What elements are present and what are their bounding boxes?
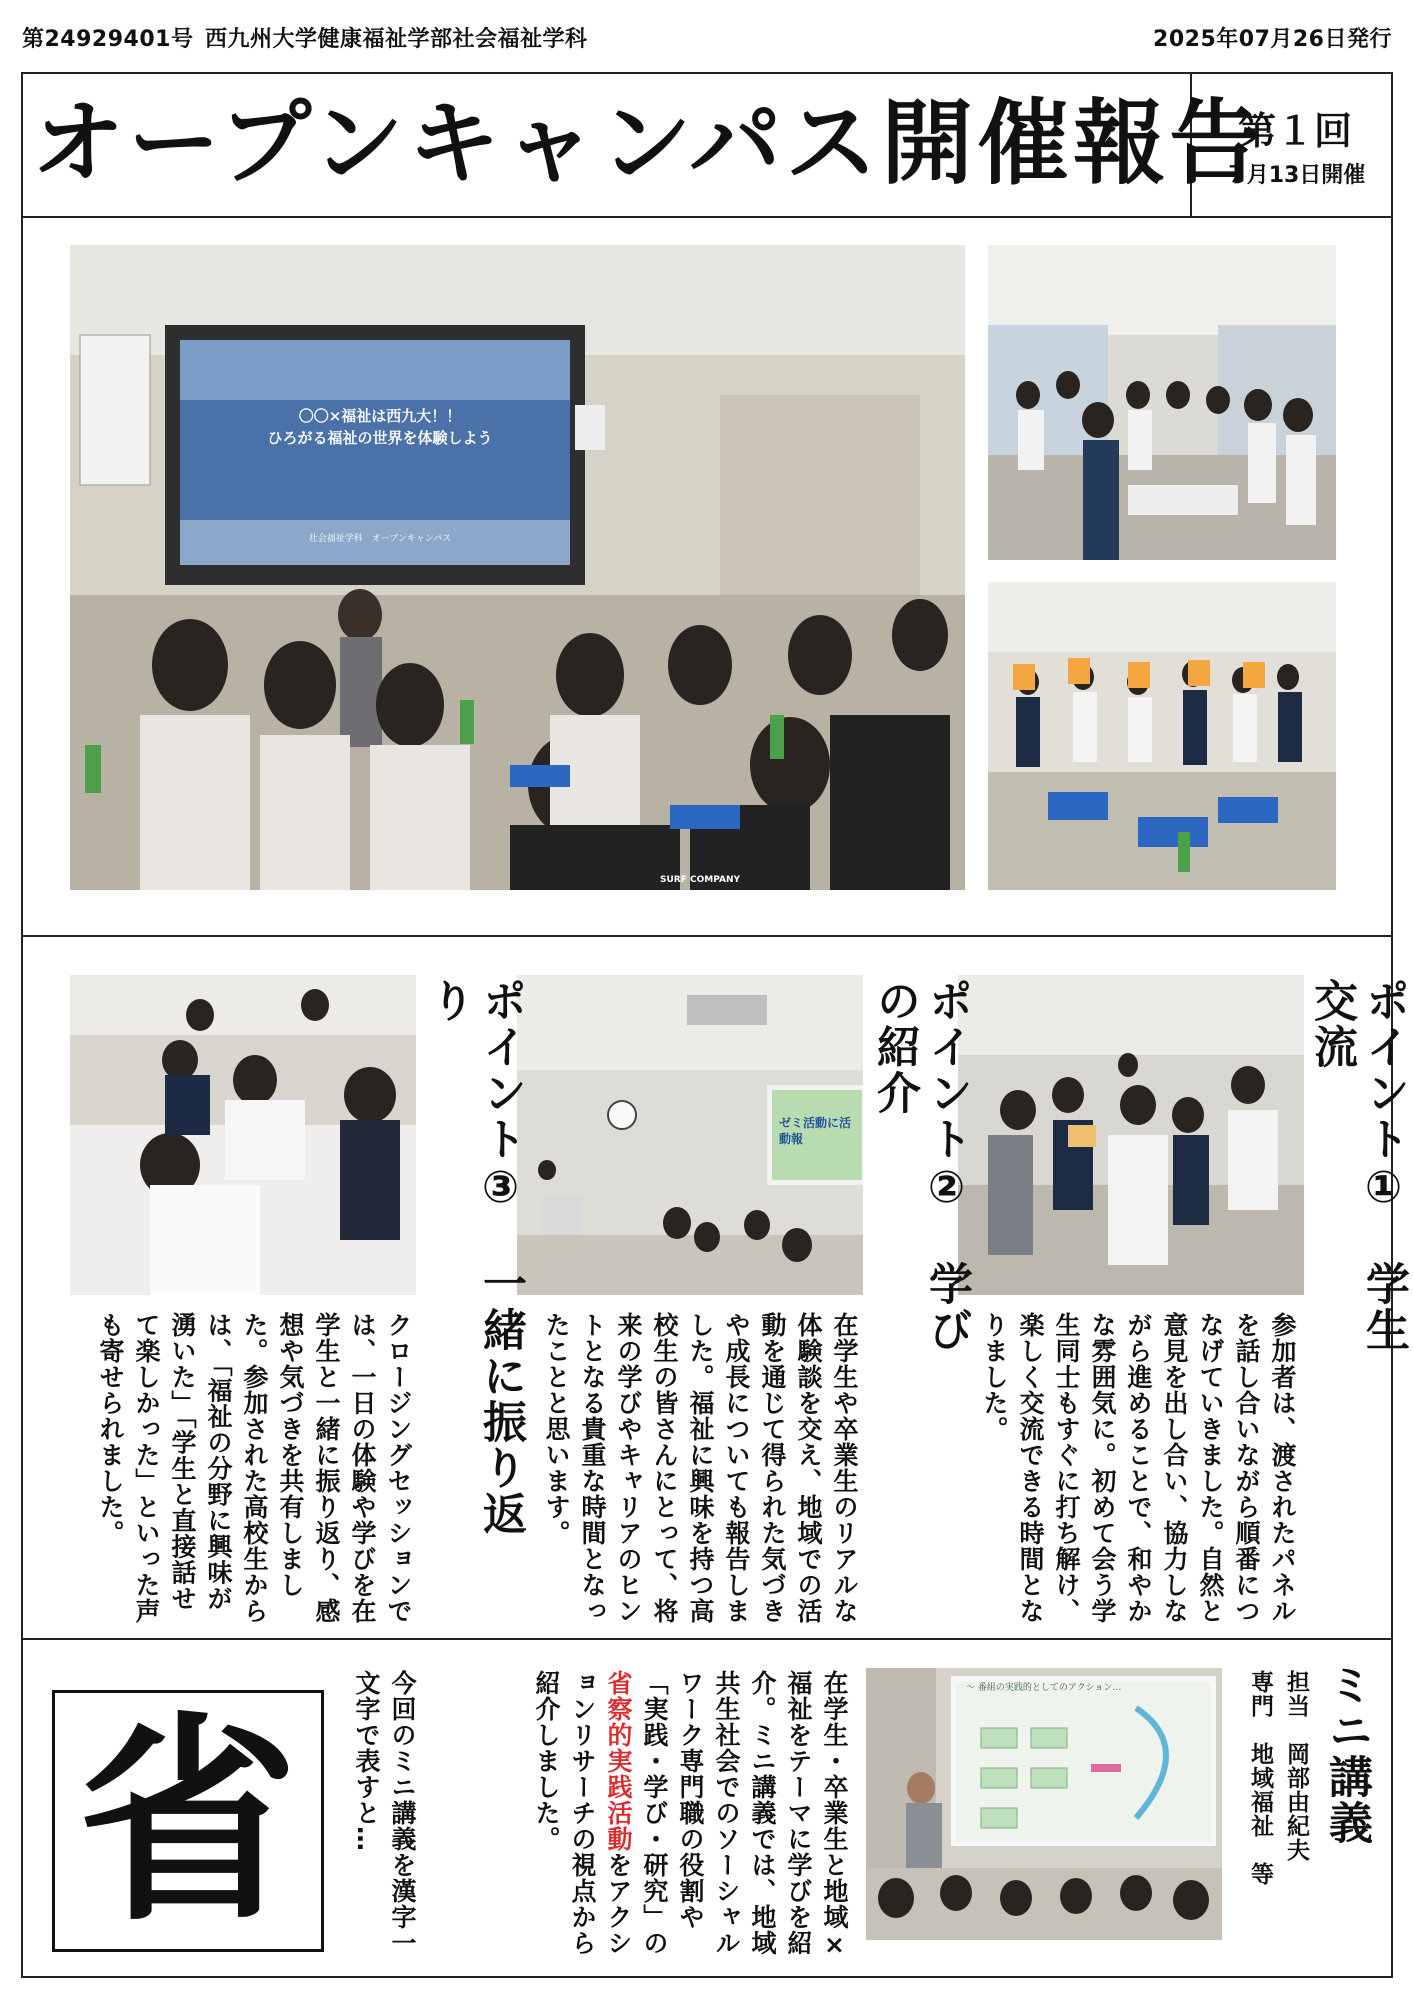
kanji-caption: 今回のミニ講義を漢字一文字で表すと… <box>352 1670 417 1956</box>
divider-points <box>21 1638 1393 1640</box>
point2-slide-text: ゼミ活動に活動報 <box>779 1116 852 1146</box>
point2-body: 在学生や卒業生のリアルな体験談を交え、地域での活動を通じて得られた気づきや成長についても報告しました。福祉に興味を持つ高校生の皆さんにとって、将来の学びやキャリアのヒントとなる貴重な時間となったことと思います。 <box>542 1312 859 1624</box>
slide-line-3: 社会福祉学科 オープンキャンパス <box>308 534 452 544</box>
mini-lecture-body <box>440 1670 852 1970</box>
divider-photos <box>21 935 1393 937</box>
point3-heading: ポイント③ 一緒に振り返り <box>423 978 526 1537</box>
mini-lecture-photo <box>866 1668 1222 1940</box>
instructor-line-1: 担当 岡部由紀夫 <box>1283 1670 1309 1862</box>
point1-exchange-photo <box>958 975 1304 1295</box>
panel-activity-photo <box>988 582 1336 890</box>
kanji-character: 省 <box>77 1691 298 1950</box>
department-name: 西九州大学健康福祉学部社会福祉学科 <box>205 27 588 52</box>
main-lecture-photo <box>70 245 965 890</box>
held-date: ７月13日開催 <box>1224 163 1366 188</box>
point3-reflection-photo <box>70 975 416 1295</box>
point1-heading: ポイント① 学生交流 <box>1306 978 1409 1353</box>
mini-lecture-body-part1: 在学生・卒業生と地域×福祉をテーマに学びを紹介。ミニ講義では、地域共生社会でのソーシャルワーク専門職の役割や「実践・学び・研究」の <box>640 1670 849 1960</box>
point1-body: 参加者は、渡されたパネルを話し合いながら順番につなげていきました。自然と意見を出し合い、協力しながら進めることで、和やかな雰囲気に。初めて会う学生同士もすぐに打ち解け、楽しく交流できる時間となりました。 <box>980 1312 1297 1624</box>
mini-lecture-heading: ミニ講義 <box>1321 1662 1372 1846</box>
shirt-print: SURF COMPANY <box>660 875 740 885</box>
highlight-practice: 実践活動 <box>604 1748 633 1852</box>
slide-line-2: ひろがる福祉の世界を体験しよう <box>267 429 493 447</box>
round-number: 第１回 <box>1237 109 1352 153</box>
publish-date: 2025年07月26日発行 <box>1153 27 1392 52</box>
instructor-line-2: 専門 地域福祉 等 <box>1247 1670 1273 1886</box>
point2-heading: ポイント② 学びの紹介 <box>869 978 972 1353</box>
page-title: オープンキャンパス開催報告 <box>32 90 1266 197</box>
issue-number: 第24929401号 <box>22 27 194 52</box>
slide-line-1: 〇〇×福祉は西九大！！ <box>298 407 462 425</box>
kanji-box <box>52 1690 324 1952</box>
mini-lecture-body-part3: をアクションリサーチの視点から紹介しました。 <box>532 1670 633 1956</box>
divider-header <box>21 216 1393 218</box>
highlight-reflective: 省察的 <box>604 1670 633 1748</box>
mini-lecture-slide-title: 〜 番組の実践的としてのアクション… <box>966 1683 1122 1693</box>
point3-body: クロージングセッションでは、一日の体験や学びを在学生と一緒に振り返り、感想や気づきを共有しました。参加された高校生からは、「福祉の分野に興味が湧いた」「学生と直接話せて楽しかった」といった声も寄せられました。 <box>96 1312 413 1624</box>
students-gathering-photo <box>988 245 1336 560</box>
point2-presentation-photo <box>517 975 863 1295</box>
